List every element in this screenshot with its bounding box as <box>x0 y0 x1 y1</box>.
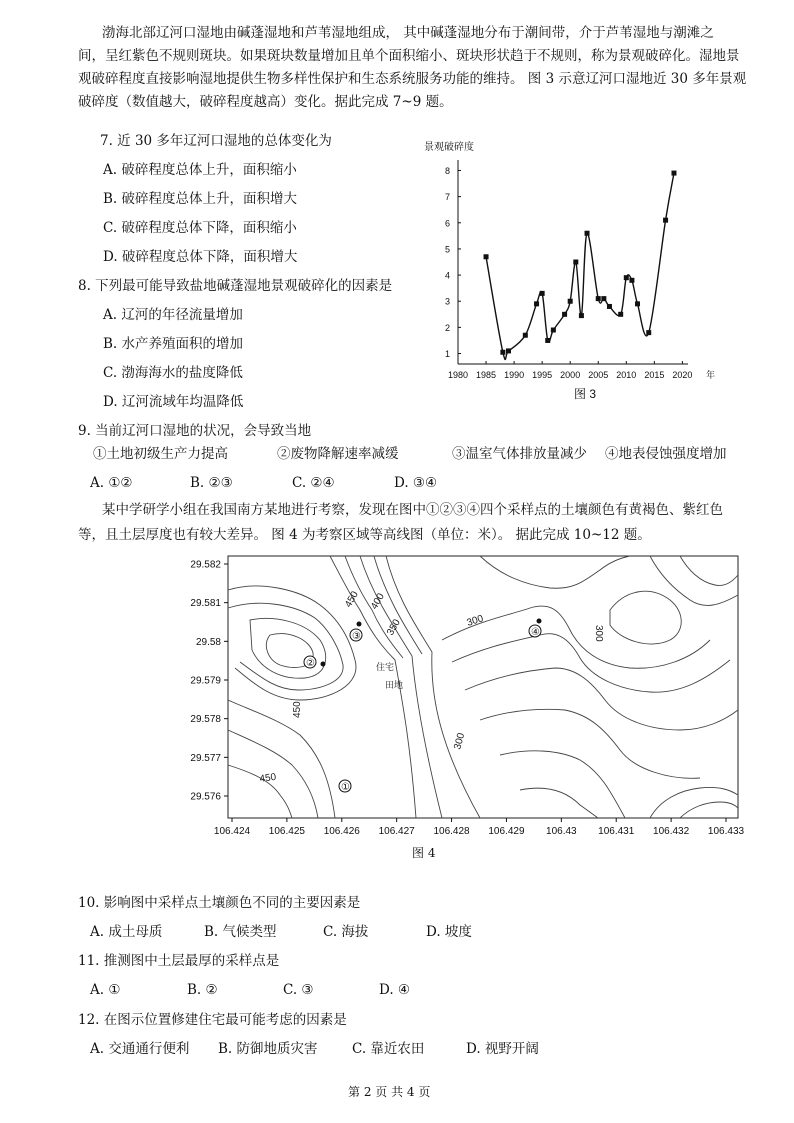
q7-option-a[interactable]: A. 破碎程度总体上升，面积缩小 <box>103 162 297 178</box>
q12-option-d[interactable]: D. 视野开阔 <box>466 1041 539 1057</box>
data-point <box>545 338 550 343</box>
y-tick-label: 29.581 <box>190 598 221 610</box>
contour-label: 450 <box>343 589 361 610</box>
sample-point-1 <box>339 780 351 793</box>
figure-3-caption: 图 3 <box>573 387 597 400</box>
x-tick-label: 106.432 <box>653 826 690 837</box>
x-tick-label: 106.431 <box>598 826 635 837</box>
q10-stem: 10. 影响图中采样点土壤颜色不同的主要因素是 <box>78 895 361 911</box>
data-point <box>506 348 511 353</box>
x-tick-label: 1990 <box>504 370 525 380</box>
data-point <box>596 296 601 301</box>
data-point <box>646 330 651 335</box>
q7-option-d[interactable]: D. 破碎程度总体下降，面积增大 <box>103 249 298 265</box>
data-point <box>624 275 629 280</box>
q12-stem: 12. 在图示位置修建住宅最可能考虑的因素是 <box>78 1012 347 1028</box>
q12-option-c[interactable]: C. 靠近农田 <box>352 1041 425 1057</box>
q8-option-a[interactable]: A. 辽河的年径流量增加 <box>103 307 243 323</box>
y-tick-label: 5 <box>444 244 450 255</box>
data-point <box>629 278 634 283</box>
x-tick-label: 106.426 <box>323 826 360 837</box>
q9-item-2: ②废物降解速率减缓 <box>277 446 399 462</box>
figure-4-caption: 图 4 <box>412 846 436 860</box>
data-point <box>540 291 545 296</box>
y-tick-label: 3 <box>444 296 450 307</box>
y-tick-label: 7 <box>444 192 450 203</box>
data-point <box>500 350 505 355</box>
q8-option-d[interactable]: D. 辽河流域年均温降低 <box>103 394 244 410</box>
y-tick-label: 29.579 <box>190 675 221 687</box>
q11-option-a[interactable]: A. ① <box>90 982 121 998</box>
data-point <box>534 301 539 306</box>
x-tick-label: 106.428 <box>433 826 470 837</box>
data-point <box>523 333 528 338</box>
contour-label: 450 <box>258 771 277 785</box>
y-tick-label: 29.58 <box>195 636 221 648</box>
svg-text:③: ③ <box>352 631 361 642</box>
y-tick-label: 6 <box>444 218 450 229</box>
q10-option-c[interactable]: C. 海拔 <box>323 924 369 940</box>
x-tick-label: 106.433 <box>707 826 745 837</box>
data-point <box>551 328 556 333</box>
map-note-house: 住宅 <box>376 662 395 672</box>
y-tick-label: 1 <box>444 349 450 360</box>
q9-item-1: ①土地初级生产力提高 <box>93 446 228 462</box>
data-point <box>585 231 590 236</box>
q11-option-b[interactable]: B. ② <box>187 982 218 998</box>
q7-option-b[interactable]: B. 破碎程度总体上升，面积增大 <box>103 191 298 207</box>
contour-label: 350 <box>385 617 403 638</box>
q11-option-d[interactable]: D. ④ <box>379 982 411 998</box>
data-point <box>579 313 584 318</box>
y-tick-label: 8 <box>444 165 450 176</box>
x-tick-label: 106.427 <box>378 826 415 837</box>
x-tick-label: 2000 <box>560 370 581 380</box>
svg-text:②: ② <box>306 658 315 669</box>
intro-line-3: 观破碎程度直接影响湿地提供生物多样性保护和生态系统服务功能的维持。 图 3 示意辽河口湿地近 30 多年景观 <box>78 71 747 87</box>
x-tick-label: 106.429 <box>488 826 525 837</box>
y-tick-label: 29.576 <box>190 791 221 803</box>
x-tick-label: 2020 <box>672 370 693 380</box>
svg-text:④: ④ <box>531 627 540 638</box>
q10-option-d[interactable]: D. 坡度 <box>426 924 472 940</box>
q9-item-3: ③温室气体排放量减少 <box>452 446 587 462</box>
contour-label: 300 <box>465 613 485 629</box>
map-note-field: 田地 <box>385 680 404 690</box>
data-point <box>618 312 623 317</box>
q9-item-4: ④地表侵蚀强度增加 <box>605 446 727 462</box>
q11-option-c[interactable]: C. ③ <box>283 982 314 998</box>
intro-line-1: 渤海北部辽河口湿地由碱蓬湿地和芦苇湿地组成， 其中碱蓬湿地分布于潮间带，介于芦苇湿地与潮滩之 <box>102 25 714 41</box>
x-tick-label: 106.424 <box>213 826 251 837</box>
y-axis-label: 景观破碎度 <box>424 142 474 153</box>
landscape-fragmentation-chart <box>418 138 738 400</box>
data-point <box>601 296 606 301</box>
data-point <box>484 254 489 259</box>
q10-option-a[interactable]: A. 成土母质 <box>90 924 163 940</box>
data-point <box>607 304 612 309</box>
q9-option-a[interactable]: A. ①② <box>90 475 133 491</box>
intro-line-2: 间，呈红紫色不规则斑块。如果斑块数量增加且单个面积缩小、斑块形状趋于不规则，称为景观破碎化。湿地景 <box>78 48 740 64</box>
x-tick-label: 2015 <box>644 370 665 380</box>
q9-stem: 9. 当前辽河口湿地的状况，会导致当地 <box>78 423 312 439</box>
data-point <box>671 171 676 176</box>
contour-map <box>180 550 760 865</box>
q12-option-a[interactable]: A. 交通通行便利 <box>90 1041 190 1057</box>
data-point <box>573 260 578 265</box>
q8-stem: 8. 下列最可能导致盐地碱蓬湿地景观破碎化的因素是 <box>78 278 393 294</box>
intro2-line-2: 等，且土层厚度也有较大差异。 图 4 为考察区域等高线图（单位：米）。 据此完成 10~12 题。 <box>78 527 651 543</box>
contour-label: 300 <box>593 625 604 642</box>
y-tick-label: 29.577 <box>190 752 221 764</box>
q7-option-c[interactable]: C. 破碎程度总体下降，面积缩小 <box>103 220 297 236</box>
q9-option-d[interactable]: D. ③④ <box>394 475 438 491</box>
intro2-line-1: 某中学研学小组在我国南方某地进行考察，发现在图中①②③④四个采样点的土壤颜色有黄褐色、紫红色 <box>102 502 723 518</box>
x-tick-label: 106.425 <box>268 826 305 837</box>
data-point <box>568 299 573 304</box>
y-tick-label: 29.582 <box>190 559 221 571</box>
data-point <box>635 301 640 306</box>
y-tick-label: 29.578 <box>190 714 221 726</box>
x-tick-label: 106.43 <box>546 826 577 837</box>
contour-label: 300 <box>452 731 468 751</box>
y-tick-label: 2 <box>444 322 450 333</box>
x-tick-label: 1995 <box>532 370 553 380</box>
intro-line-4: 破碎度（数值越大，破碎程度越高）变化。据此完成 7~9 题。 <box>78 94 453 110</box>
q9-option-b[interactable]: B. ②③ <box>190 475 233 491</box>
data-point <box>663 218 668 223</box>
x-axis-unit: 年 <box>706 370 716 380</box>
svg-text:①: ① <box>341 782 350 793</box>
q9-option-c[interactable]: C. ②④ <box>292 475 335 491</box>
page-footer: 第 2 页 共 4 页 <box>348 1085 431 1099</box>
series-line <box>486 173 674 359</box>
data-point <box>562 312 567 317</box>
q10-option-b[interactable]: B. 气候类型 <box>204 924 277 940</box>
q8-option-c[interactable]: C. 渤海海水的盐度降低 <box>103 365 243 381</box>
x-tick-label: 2005 <box>588 370 609 380</box>
contour-label: 450 <box>292 701 303 718</box>
contour-label: 400 <box>369 591 387 612</box>
y-tick-label: 4 <box>444 270 450 281</box>
x-tick-label: 2010 <box>616 370 637 380</box>
q7-stem: 7. 近 30 多年辽河口湿地的总体变化为 <box>100 133 332 149</box>
q8-option-b[interactable]: B. 水产养殖面积的增加 <box>103 336 244 352</box>
q12-option-b[interactable]: B. 防御地质灾害 <box>218 1041 318 1057</box>
x-tick-label: 1985 <box>476 370 497 380</box>
q11-stem: 11. 推测图中土层最厚的采样点是 <box>78 953 280 969</box>
x-tick-label: 1980 <box>447 370 469 380</box>
